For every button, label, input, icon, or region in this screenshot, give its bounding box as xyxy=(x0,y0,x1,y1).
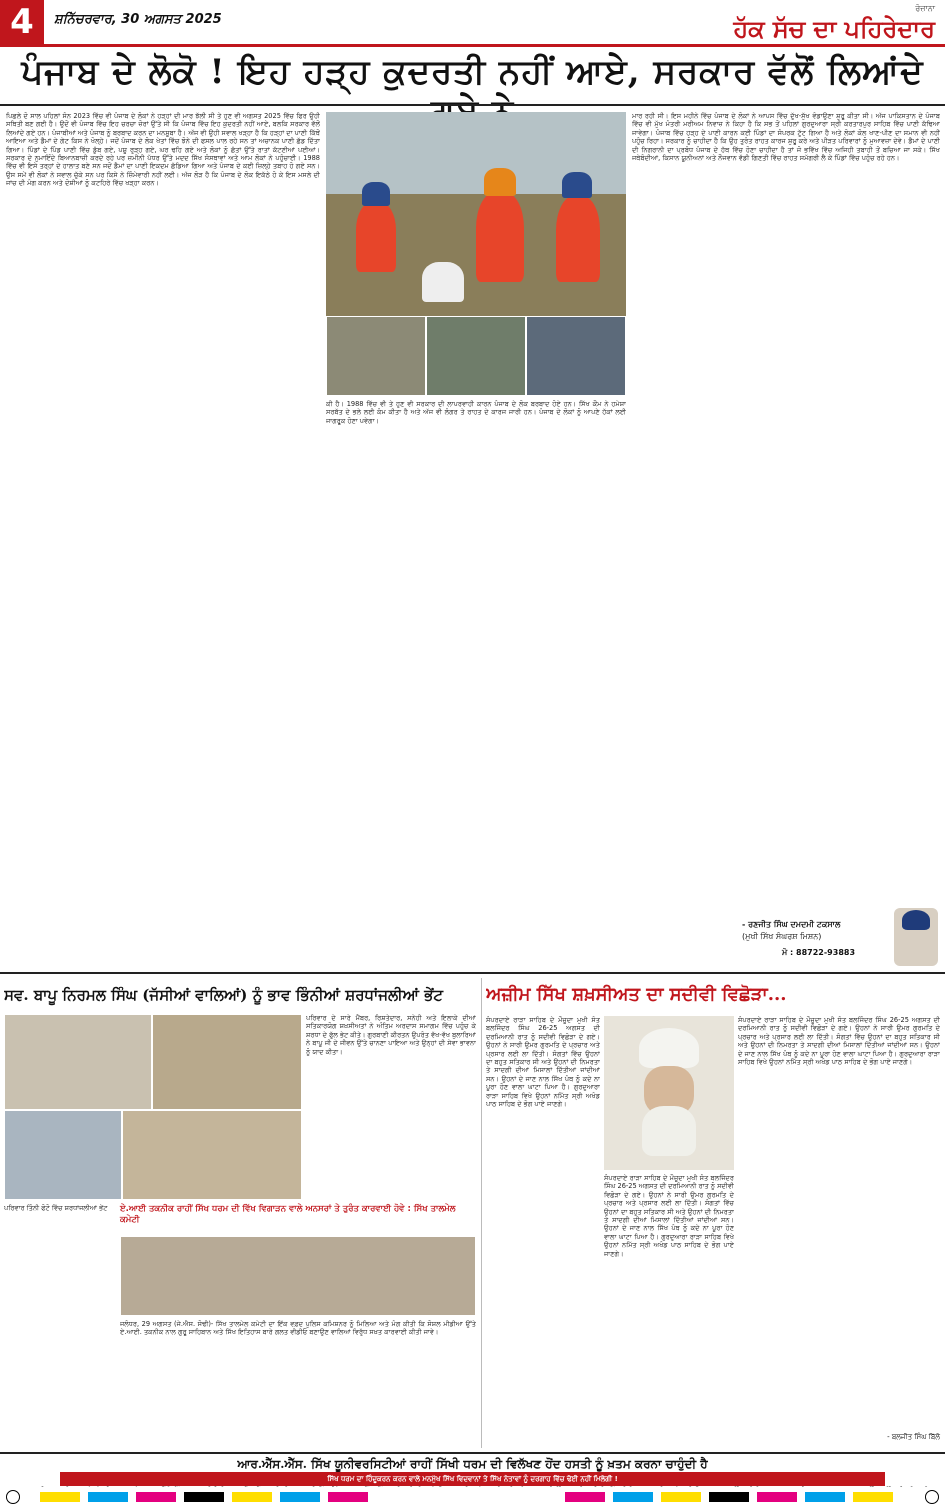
color-swatch xyxy=(661,1492,701,1502)
tribute-photo-3 xyxy=(4,1110,122,1200)
author-role: (ਮੁਖੀ ਸਿੱਖ ਸੰਘਰਸ਼ ਮਿਸ਼ਨ) xyxy=(742,932,822,941)
color-swatch xyxy=(613,1492,653,1502)
author-name: - ਰਣਜੀਤ ਸਿੰਘ ਦਮਦਮੀ ਟਕਸਾਲ xyxy=(742,920,841,929)
lead-column-middle: ਕੀ ਹੈ। 1988 ਵਿੱਚ ਵੀ ਤੇ ਹੁਣ ਵੀ ਸਰਕਾਰ ਦੀ ਲਾਪਰਵਾਹੀ ਕਾਰਨ ਪੰਜਾਬ ਦੇ ਲੋਕ ਬਰਬਾਦ ਹੋਏ ਹਨ। ਸਿੱਖ ਕੌਮ ਨੇ ਹਮੇਸ਼ਾ ਸਰਬੱਤ ਦੇ ਭਲੇ ਲਈ ਕੰਮ ਕੀਤਾ ਹੈ ਅਤੇ ਅੱਜ ਵੀ ਲੰਗਰ ਤੇ ਰਾਹਤ ਦੇ ਕਾਰਜ ਜਾਰੀ ਹਨ। ਪੰਜਾਬ ਦੇ ਲੋਕਾਂ ਨੂੰ ਆਪਣੇ ਹੱਕਾਂ ਲਈ ਜਾਗਰੂਕ ਹੋਣਾ ਪਵੇਗਾ। xyxy=(326,400,626,425)
author-photo xyxy=(894,908,938,966)
tribute-headline[interactable]: ਸਵ. ਬਾਪੂ ਨਿਰਮਲ ਸਿੰਘ (ਜੱਸੀਆਂ ਵਾਲਿਆਂ) ਨੂੰ ਭਾਵ ਭਿੰਨੀਆਂ ਸ਼ਰਧਾਂਜਲੀਆਂ ਭੇਂਟ xyxy=(4,986,444,1004)
color-swatch xyxy=(853,1492,893,1502)
registration-mark-left xyxy=(6,1490,20,1504)
color-swatch xyxy=(805,1492,845,1502)
flood-photo-thumb-3 xyxy=(526,316,626,396)
rss-headline[interactable]: ਆਰ.ਐੱਸ.ਐੱਸ. ਸਿੱਖ ਯੂਨੀਵਰਸਿਟੀਆਂ ਰਾਹੀਂ ਸਿੱਖੀ ਧਰਮ ਦੀ ਵਿਲੱਖਣ ਹੋਂਦ ਹਸਤੀ ਨੂੰ ਖ਼ਤਮ ਕਰਨਾ ਚਾਹੁੰਦੀ ਹੈ xyxy=(237,1457,708,1471)
tribute-photo-1 xyxy=(4,1014,152,1110)
tribute-body-left: ਪਰਿਵਾਰ ਤਿੰਨੀ ਫੋਟੋ ਵਿੱਚ ਸ਼ਰਧਾਂਜਲੀਆਂ ਭੇਂਟ xyxy=(4,1204,108,1212)
tribute-photo-2 xyxy=(152,1014,302,1110)
print-registration-strip xyxy=(0,1487,945,1507)
section-rule-2 xyxy=(0,1452,945,1454)
lead-column-left: ਪਿਛਲੇ ਦੋ ਸਾਲ ਪਹਿਲਾਂ ਸੰਨ 2023 ਵਿੱਚ ਵੀ ਪੰਜਾਬ ਦੇ ਲੋਕਾਂ ਨੇ ਹੜ੍ਹਾਂ ਦੀ ਮਾਰ ਝੱਲੀ ਸੀ ਤੇ ਹੁਣ ਵੀ ਅਗਸਤ 2025 ਵਿੱਚ ਫਿਰ ਉਹੀ ਸਥਿਤੀ ਬਣ ਗਈ ਹੈ। ਉਦੋਂ ਵੀ ਪੰਜਾਬ ਵਿੱਚ ਇਹ ਚਰਚਾ ਜ਼ੋਰਾਂ ਉੱਤੇ ਸੀ ਕਿ ਪੰਜਾਬ ਵਿੱਚ ਇਹ ਕੁਦਰਤੀ ਨਹੀਂ ਆਏ, ਬਲਕਿ ਸਰਕਾਰ ਵੱਲੋਂ ਲਿਆਂਦੇ ਗਏ ਹਨ। ਪੰਜਾਬੀਆਂ ਅਤੇ ਪੰਜਾਬ ਨੂੰ ਬਰਬਾਦ ਕਰਨ ਦਾ ਮਨਸੂਬਾ ਹੈ। ਅੱਜ ਵੀ ਉਹੀ ਸਵਾਲ ਖੜ੍ਹਾ ਹੈ ਕਿ ਹੜ੍ਹਾਂ ਦਾ ਪਾਣੀ ਕਿੱਥੋਂ ਆਇਆ ਅਤੇ ਡੈਮਾਂ ਦੇ ਗੇਟ ਕਿਸ ਨੇ ਖੋਲ੍ਹੇ। ਜਦੋਂ ਪੰਜਾਬ ਦੇ ਲੋਕ ਖੇਤਾਂ ਵਿੱਚ ਝੋਨੇ ਦੀ ਫਸਲ ਪਾਲ ਰਹੇ ਸਨ ਤਾਂ ਅਚਾਨਕ ਪਾਣੀ ਛੱਡ ਦਿੱਤਾ ਗਿਆ। ਪਿੰਡਾਂ ਦੇ ਪਿੰਡ ਪਾਣੀ ਵਿੱਚ ਡੁੱਬ ਗਏ, ਪਸ਼ੂ ਰੁੜ੍ਹ ਗਏ, ਘਰ ਢਹਿ ਗਏ ਅਤੇ ਲੋਕਾਂ ਨੂੰ ਛੱਤਾਂ ਉੱਤੇ ਰਾਤਾਂ ਕੱਟਣੀਆਂ ਪਈਆਂ। ਸਰਕਾਰ ਦੇ ਨੁਮਾਇੰਦੇ ਬਿਆਨਬਾਜ਼ੀ ਕਰਦੇ ਰਹੇ ਪਰ ਜ਼ਮੀਨੀ ਪੱਧਰ ਉੱਤੇ ਮਦਦ ਸਿੱਖ ਸੰਸਥਾਵਾਂ ਅਤੇ ਆਮ ਲੋਕਾਂ ਨੇ ਪਹੁੰਚਾਈ। 1988 ਵਿੱਚ ਵੀ ਇਸੇ ਤਰ੍ਹਾਂ ਦੇ ਹਾਲਾਤ ਬਣੇ ਸਨ ਜਦੋਂ ਡੈਮਾਂ ਦਾ ਪਾਣੀ ਇਕਦਮ ਛੱਡਿਆ ਗਿਆ ਅਤੇ ਪੰਜਾਬ ਦੇ ਕਈ ਜ਼ਿਲ੍ਹੇ ਤਬਾਹ ਹੋ ਗਏ ਸਨ। ਉਸ ਸਮੇਂ ਵੀ ਲੋਕਾਂ ਨੇ ਸਵਾਲ ਚੁੱਕੇ ਸਨ ਪਰ ਕਿਸੇ ਨੇ ਜ਼ਿੰਮੇਵਾਰੀ ਨਹੀਂ ਲਈ। ਅੱਜ ਲੋੜ ਹੈ ਕਿ ਪੰਜਾਬ ਦੇ ਲੋਕ ਇਕੱਠੇ ਹੋ ਕੇ ਇਸ ਮਸਲੇ ਦੀ ਜਾਂਚ ਦੀ ਮੰਗ ਕਰਨ ਅਤੇ ਦੋਸ਼ੀਆਂ ਨੂੰ ਕਟਹਿਰੇ ਵਿੱਚ ਖੜ੍ਹਾ ਕਰਨ। xyxy=(6,112,320,188)
color-swatch xyxy=(232,1492,272,1502)
color-swatch xyxy=(565,1492,605,1502)
lead-headline[interactable]: ਪੰਜਾਬ ਦੇ ਲੋਕੋ ! ਇਹ ਹੜ੍ਹ ਕੁਦਰਤੀ ਨਹੀਂ ਆਏ, ਸਰਕਾਰ ਵੱਲੋਂ ਲਿਆਂਦੇ xyxy=(21,52,924,92)
lead-column-right: ਮਾਰ ਰਹੀ ਸੀ। ਇਸ ਮਹੀਨੇ ਵਿੱਚ ਪੰਜਾਬ ਦੇ ਲੋਕਾਂ ਨੇ ਆਪਸ ਵਿੱਚ ਦੁੱਖ-ਸੁੱਖ ਵੰਡਾਉਣਾ ਸ਼ੁਰੂ ਕੀਤਾ ਸੀ। ਅੱਜ ਪਾਕਿਸਤਾਨ ਦੇ ਪੰਜਾਬ ਵਿੱਚ ਵੀ ਮੁੱਖ ਮੰਤਰੀ ਮਰੀਅਮ ਨਿਵਾਜ਼ ਨੇ ਕਿਹਾ ਹੈ ਕਿ ਸਭ ਤੋਂ ਪਹਿਲਾਂ ਗੁਰਦੁਆਰਾ ਸ੍ਰੀ ਕਰਤਾਰਪੁਰ ਸਾਹਿਬ ਵਿੱਚ ਪਾਣੀ ਕੱਢਿਆ ਜਾਵੇਗਾ। ਪੰਜਾਬ ਵਿੱਚ ਹੜ੍ਹ ਦੇ ਪਾਣੀ ਕਾਰਨ ਕਈ ਪਿੰਡਾਂ ਦਾ ਸੰਪਰਕ ਟੁੱਟ ਗਿਆ ਹੈ ਅਤੇ ਲੋਕਾਂ ਕੋਲ ਖਾਣ-ਪੀਣ ਦਾ ਸਮਾਨ ਵੀ ਨਹੀਂ ਪਹੁੰਚ ਰਿਹਾ। ਸਰਕਾਰ ਨੂੰ ਚਾਹੀਦਾ ਹੈ ਕਿ ਉਹ ਤੁਰੰਤ ਰਾਹਤ ਕਾਰਜ ਸ਼ੁਰੂ ਕਰੇ ਅਤੇ ਪੀੜਤ ਪਰਿਵਾਰਾਂ ਨੂੰ ਮੁਆਵਜ਼ਾ ਦੇਵੇ। ਡੈਮਾਂ ਦੇ ਪਾਣੀ ਦੀ ਨਿਗਰਾਨੀ ਦਾ ਪ੍ਰਬੰਧ ਪੰਜਾਬ ਦੇ ਹੱਥ ਵਿੱਚ ਹੋਣਾ ਚਾਹੀਦਾ ਹੈ ਤਾਂ ਜੋ ਭਵਿੱਖ ਵਿੱਚ ਅਜਿਹੀ ਤਬਾਹੀ ਤੋਂ ਬਚਿਆ ਜਾ ਸਕੇ। ਸਿੱਖ ਜਥੇਬੰਦੀਆਂ, ਕਿਸਾਨ ਯੂਨੀਅਨਾਂ ਅਤੇ ਨੌਜਵਾਨ ਵੱਡੀ ਗਿਣਤੀ ਵਿੱਚ ਰਾਹਤ ਸਮੱਗਰੀ ਲੈ ਕੇ ਪਿੰਡਾਂ ਵਿੱਚ ਪਹੁੰਚ ਰਹੇ ਹਨ। xyxy=(632,112,940,163)
registration-mark-right xyxy=(925,1490,939,1504)
obituary-body-mid: ਸੰਪਰਦਾਏ ਰਾੜਾ ਸਾਹਿਬ ਦੇ ਮੌਜੂਦਾ ਮੁਖੀ ਸੰਤ ਬਲਜਿੰਦਰ ਸਿੰਘ 26-25 ਅਗਸਤ ਦੀ ਦਰਮਿਆਨੀ ਰਾਤ ਨੂੰ ਸਦੀਵੀ ਵਿਛੋੜਾ ਦੇ ਗਏ। ਉਹਨਾਂ ਨੇ ਸਾਰੀ ਉਮਰ ਗੁਰਮਤਿ ਦੇ ਪ੍ਰਚਾਰ ਅਤੇ ਪ੍ਰਸਾਰ ਲਈ ਲਾ ਦਿੱਤੀ। ਸੰਗਤਾਂ ਵਿੱਚ ਉਹਨਾਂ ਦਾ ਬਹੁਤ ਸਤਿਕਾਰ ਸੀ ਅਤੇ ਉਹਨਾਂ ਦੀ ਨਿਮਰਤਾ ਤੇ ਸਾਦਗੀ ਦੀਆਂ ਮਿਸਾਲਾਂ ਦਿੱਤੀਆਂ ਜਾਂਦੀਆਂ ਸਨ। ਉਹਨਾਂ ਦੇ ਜਾਣ ਨਾਲ ਸਿੱਖ ਪੰਥ ਨੂੰ ਕਦੇ ਨਾ ਪੂਰਾ ਹੋਣ ਵਾਲਾ ਘਾਟਾ ਪਿਆ ਹੈ। ਗੁਰਦੁਆਰਾ ਰਾੜਾ ਸਾਹਿਬ ਵਿਖੇ ਉਹਨਾਂ ਨਮਿੱਤ ਸ੍ਰੀ ਅਖੰਡ ਪਾਠ ਸਾਹਿਬ ਦੇ ਭੋਗ ਪਾਏ ਜਾਣਗੇ। xyxy=(604,1174,734,1258)
page-number: 4 xyxy=(0,0,44,44)
tribute-body: ਪਰਿਵਾਰ ਦੇ ਸਾਰੇ ਮੈਂਬਰ, ਰਿਸ਼ਤੇਦਾਰ, ਸਨੇਹੀ ਅਤੇ ਇਲਾਕੇ ਦੀਆਂ ਸਤਿਕਾਰਯੋਗ ਸ਼ਖ਼ਸੀਅਤਾਂ ਨੇ ਅੰਤਿਮ ਅਰਦਾਸ ਸਮਾਗਮ ਵਿੱਚ ਪਹੁੰਚ ਕੇ ਸ਼ਰਧਾ ਦੇ ਫੁੱਲ ਭੇਟ ਕੀਤੇ। ਗੁਰਬਾਣੀ ਕੀਰਤਨ ਉਪਰੰਤ ਵੱਖ-ਵੱਖ ਬੁਲਾਰਿਆਂ ਨੇ ਬਾਪੂ ਜੀ ਦੇ ਜੀਵਨ ਉੱਤੇ ਚਾਨਣਾ ਪਾਇਆ ਅਤੇ ਉਨ੍ਹਾਂ ਦੀ ਸੇਵਾ ਭਾਵਨਾ ਨੂੰ ਯਾਦ ਕੀਤਾ। xyxy=(306,1014,476,1056)
color-swatch xyxy=(184,1492,224,1502)
sikh-committee-photo xyxy=(120,1236,476,1316)
color-swatch xyxy=(328,1492,368,1502)
author-phone: ਮੋ : 88722-93883 xyxy=(782,948,856,957)
tribute-photo-4 xyxy=(122,1110,302,1200)
saint-portrait xyxy=(604,1016,734,1170)
ai-subheadline[interactable]: ਏ.ਆਈ ਤਕਨੀਕ ਰਾਹੀਂ ਸਿੱਖ ਧਰਮ ਦੀ ਵਿੱਖ ਵਿਗਾੜਨ ਵਾਲੇ ਅਨਸਰਾਂ ਤੇ ਤੁਰੰਤ ਕਾਰਵਾਈ ਹੋਵੇ : ਸਿੱਖ ਤਾਲਮੇਲ ਕਮੇਟੀ xyxy=(120,1204,456,1225)
masthead-tag: ਰੋਜ਼ਾਨਾ xyxy=(915,4,935,13)
column-divider xyxy=(481,978,482,1448)
obituary-author: - ਬਲਜੀਤ ਸਿੰਘ ਬਿੱਲੋ xyxy=(887,1433,940,1441)
section-rule-1 xyxy=(0,972,945,974)
ai-story-body: ਜਲੰਧਰ, 29 ਅਗਸਤ (ਜੇ.ਐਸ. ਸੋਢੀ)- ਸਿੱਖ ਤਾਲਮੇਲ ਕਮੇਟੀ ਦਾ ਇੱਕ ਵਫ਼ਦ ਪੁਲਿਸ ਕਮਿਸ਼ਨਰ ਨੂੰ ਮਿਲਿਆ ਅਤੇ ਮੰਗ ਕੀਤੀ ਕਿ ਸੋਸ਼ਲ ਮੀਡੀਆ ਉੱਤੇ ਏ.ਆਈ. ਤਕਨੀਕ ਨਾਲ ਗੁਰੂ ਸਾਹਿਬਾਨ ਅਤੇ ਸਿੱਖ ਇਤਿਹਾਸ ਬਾਰੇ ਗਲਤ ਵੀਡੀਓ ਬਣਾਉਣ ਵਾਲਿਆਂ ਵਿਰੁੱਧ ਸਖ਼ਤ ਕਾਰਵਾਈ ਕੀਤੀ ਜਾਵੇ। xyxy=(120,1320,476,1337)
dateline: ਸ਼ਨਿੱਚਰਵਾਰ, 30 ਅਗਸਤ 2025 xyxy=(54,12,222,27)
obituary-body-left: ਸੰਪਰਦਾਏ ਰਾੜਾ ਸਾਹਿਬ ਦੇ ਮੌਜੂਦਾ ਮੁਖੀ ਸੰਤ ਬਲਜਿੰਦਰ ਸਿੰਘ 26-25 ਅਗਸਤ ਦੀ ਦਰਮਿਆਨੀ ਰਾਤ ਨੂੰ ਸਦੀਵੀ ਵਿਛੋੜਾ ਦੇ ਗਏ। ਉਹਨਾਂ ਨੇ ਸਾਰੀ ਉਮਰ ਗੁਰਮਤਿ ਦੇ ਪ੍ਰਚਾਰ ਅਤੇ ਪ੍ਰਸਾਰ ਲਈ ਲਾ ਦਿੱਤੀ। ਸੰਗਤਾਂ ਵਿੱਚ ਉਹਨਾਂ ਦਾ ਬਹੁਤ ਸਤਿਕਾਰ ਸੀ ਅਤੇ ਉਹਨਾਂ ਦੀ ਨਿਮਰਤਾ ਤੇ ਸਾਦਗੀ ਦੀਆਂ ਮਿਸਾਲਾਂ ਦਿੱਤੀਆਂ ਜਾਂਦੀਆਂ ਸਨ। ਉਹਨਾਂ ਦੇ ਜਾਣ ਨਾਲ ਸਿੱਖ ਪੰਥ ਨੂੰ ਕਦੇ ਨਾ ਪੂਰਾ ਹੋਣ ਵਾਲਾ ਘਾਟਾ ਪਿਆ ਹੈ। ਗੁਰਦੁਆਰਾ ਰਾੜਾ ਸਾਹਿਬ ਵਿਖੇ ਉਹਨਾਂ ਨਮਿੱਤ ਸ੍ਰੀ ਅਖੰਡ ਪਾਠ ਸਾਹਿਬ ਦੇ ਭੋਗ ਪਾਏ ਜਾਣਗੇ। xyxy=(486,1016,600,1109)
rss-banner: ਸਿੱਖ ਧਰਮ ਦਾ ਹਿੰਦੂਕਰਨ ਕਰਨ ਵਾਲੇ ਮਨਮੁੱਖ ਸਿੱਖ ਵਿਦਵਾਨਾਂ ਤੇ ਸਿੱਖ ਨੇਤਾਵਾਂ ਨੂੰ ਦਰਗਾਹ ਵਿੱਚ ਢੋਈ ਨਹੀਂ ਮਿਲੇਗੀ ! xyxy=(60,1472,885,1486)
header-rule xyxy=(0,44,945,47)
color-swatch xyxy=(757,1492,797,1502)
color-swatch xyxy=(40,1492,80,1502)
author-box xyxy=(632,906,940,968)
color-swatch xyxy=(136,1492,176,1502)
color-swatch xyxy=(280,1492,320,1502)
color-swatch xyxy=(709,1492,749,1502)
masthead[interactable] xyxy=(733,4,935,43)
color-swatch xyxy=(88,1492,128,1502)
flood-photo-thumb-1 xyxy=(326,316,426,396)
flood-rescue-photo xyxy=(326,112,626,316)
flood-photo-thumb-2 xyxy=(426,316,526,396)
obituary-body-right: ਸੰਪਰਦਾਏ ਰਾੜਾ ਸਾਹਿਬ ਦੇ ਮੌਜੂਦਾ ਮੁਖੀ ਸੰਤ ਬਲਜਿੰਦਰ ਸਿੰਘ 26-25 ਅਗਸਤ ਦੀ ਦਰਮਿਆਨੀ ਰਾਤ ਨੂੰ ਸਦੀਵੀ ਵਿਛੋੜਾ ਦੇ ਗਏ। ਉਹਨਾਂ ਨੇ ਸਾਰੀ ਉਮਰ ਗੁਰਮਤਿ ਦੇ ਪ੍ਰਚਾਰ ਅਤੇ ਪ੍ਰਸਾਰ ਲਈ ਲਾ ਦਿੱਤੀ। ਸੰਗਤਾਂ ਵਿੱਚ ਉਹਨਾਂ ਦਾ ਬਹੁਤ ਸਤਿਕਾਰ ਸੀ ਅਤੇ ਉਹਨਾਂ ਦੀ ਨਿਮਰਤਾ ਤੇ ਸਾਦਗੀ ਦੀਆਂ ਮਿਸਾਲਾਂ ਦਿੱਤੀਆਂ ਜਾਂਦੀਆਂ ਸਨ। ਉਹਨਾਂ ਦੇ ਜਾਣ ਨਾਲ ਸਿੱਖ ਪੰਥ ਨੂੰ ਕਦੇ ਨਾ ਪੂਰਾ ਹੋਣ ਵਾਲਾ ਘਾਟਾ ਪਿਆ ਹੈ। ਗੁਰਦੁਆਰਾ ਰਾੜਾ ਸਾਹਿਬ ਵਿਖੇ ਉਹਨਾਂ ਨਮਿੱਤ ਸ੍ਰੀ ਅਖੰਡ ਪਾਠ ਸਾਹਿਬ ਦੇ ਭੋਗ ਪਾਏ ਜਾਣਗੇ। xyxy=(738,1016,940,1067)
headline-rule xyxy=(0,104,945,106)
masthead-title: ਹੱਕ ਸੱਚ ਦਾ ਪਹਿਰੇਦਾਰ xyxy=(733,14,935,43)
obituary-headline[interactable]: ਅਜ਼ੀਮ ਸਿੱਖ ਸ਼ਖ਼ਸੀਅਤ ਦਾ ਸਦੀਵੀ ਵਿਛੋੜਾ... xyxy=(486,984,787,1005)
